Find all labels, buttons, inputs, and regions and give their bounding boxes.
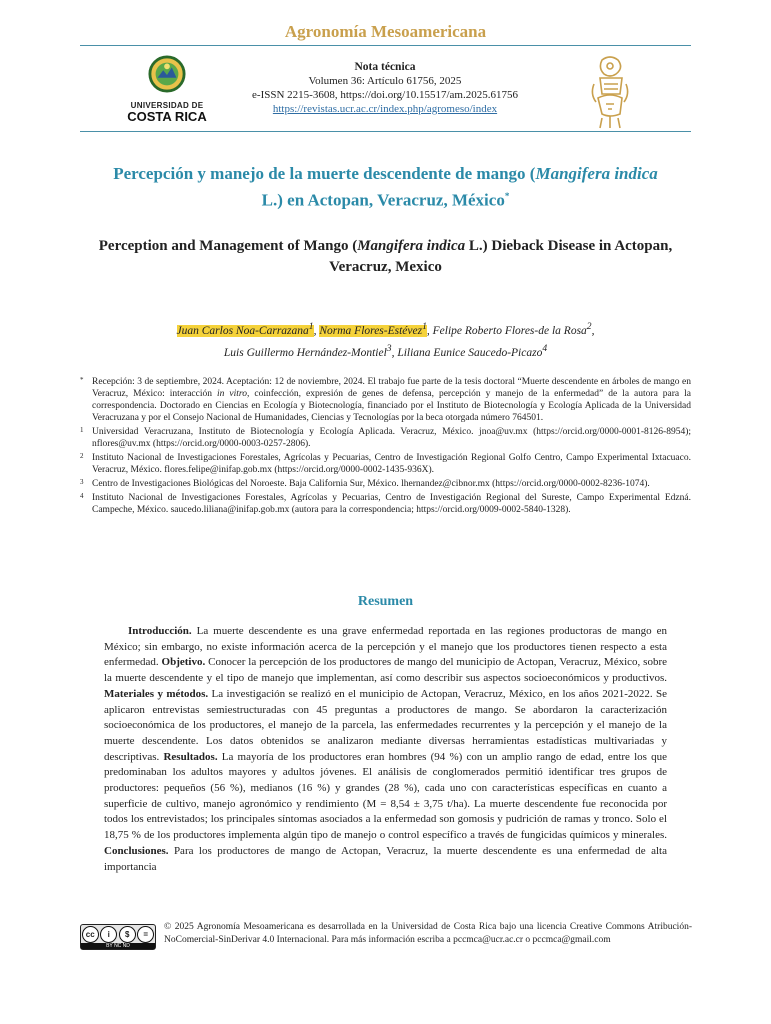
attribution-icon: i xyxy=(100,926,117,943)
footnote-affiliation-2: 2 Instituto Nacional de Investigaciones Forestales, Agrícolas y Pecuarias, Centro de Investigación Regional Golfo Centro, Campo Experimental Ixtacuaco. Veracruz, México. flores.felipe@inifap.gob.mx (https://orcid.org/0000-0002-1435-936X). xyxy=(80,452,691,475)
footnote-reception: * Recepción: 3 de septiembre, 2024. Aceptación: 12 de noviembre, 2024. El trabajo fue parte de la tesis doctoral “Muerte descendente en árboles de mango en Veracruz, México: interacción in vitro, coinfección, expresión de genes de defensa, percepción y manejo de la enfermedad” de la autora para la correspondencia. Doctorado en Ciencias en Ecología y Biotecnología, financiado por el Instituto de Biotecnología y Ecología Aplicada de la Universidad Veracruzana y por el Consejo Nacional de Humanidades, Ciencias y Tecnologías por la beca otorgada número 764501. xyxy=(80,376,691,423)
abstract-conclusions-label: Conclusiones. xyxy=(104,844,169,857)
article-meta xyxy=(210,60,560,116)
author-affiliation-mark: 1 xyxy=(422,321,427,332)
issn-doi: e-ISSN 2215-3608, https://doi.org/10.15517/am.2025.61756 xyxy=(252,89,518,101)
footnotes xyxy=(80,376,691,518)
mesoamerican-glyph-icon xyxy=(588,54,633,130)
title-en-species: Mangifera indica xyxy=(357,238,466,254)
title-es-species: Mangifera indica xyxy=(535,164,658,183)
author-1-highlight xyxy=(176,321,314,337)
footnote-mark: 3 xyxy=(80,478,84,486)
author-affiliation-mark: 3 xyxy=(386,342,392,354)
cc-license-badge[interactable] xyxy=(80,924,156,950)
volume-info: Volumen 36: Artículo 61756, 2025 xyxy=(308,75,462,87)
author-name: Juan Carlos Noa-Carrazana xyxy=(176,324,309,337)
cc-icon: cc xyxy=(82,926,99,943)
footnote-affiliation-3: 3 Centro de Investigaciones Biológicas del Noroeste. Baja California Sur, México. lhernandez@cibnor.mx (https://orcid.org/0000-0002-8236-1074). xyxy=(80,478,650,489)
footnote-mark: 1 xyxy=(80,426,84,434)
abstract-intro-label: Introducción. xyxy=(128,625,192,637)
footnote-mark: 4 xyxy=(80,492,84,500)
article-title-en xyxy=(80,236,691,278)
note-type: Nota técnica xyxy=(354,61,416,73)
author-affiliation-mark: 2 xyxy=(586,321,592,332)
abstract-methods-label: Materiales y métodos. xyxy=(104,687,209,700)
noncommercial-icon: $ xyxy=(119,926,136,943)
author-affiliation-mark: 1 xyxy=(308,321,314,332)
author-name: Felipe Roberto Flores-de la Rosa xyxy=(432,324,587,337)
ucr-logo-line1: UNIVERSIDAD DE xyxy=(130,101,204,110)
title-en-part1: Perception and Management of Mango ( xyxy=(98,238,358,254)
journal-title: Agronomía Mesoamericana xyxy=(284,22,487,41)
journal-url-link[interactable]: https://revistas.ucr.ac.cr/index.php/agromeso/index xyxy=(272,103,498,115)
abstract-results-label: Resultados. xyxy=(163,750,218,763)
license-text: © 2025 Agronomía Mesoamericana es desarrollada en la Universidad de Costa Rica bajo una licencia Creative Commons Atribución-NoComercial-SinDerivar 4.0 Internacional. Para más información escriba a pccmca@ucr.ac.cr o pccmca@gmail.com xyxy=(164,922,692,945)
article-title-es xyxy=(110,163,661,212)
title-en-part2: L.) Dieback Disease in Actopan, Veracruz, Mexico xyxy=(329,238,673,275)
author-name: Luis Guillermo Hernández-Montiel xyxy=(223,346,387,359)
footnote-affiliation-1: 1 Universidad Veracruzana, Instituto de Biotecnología y Ecología Aplicada. Veracruz, México. jnoa@uv.mx (https://orcid.org/0000-0001-8126-8954); nflores@uv.mx (https://orcid.org/0000-0003-0257-2806). xyxy=(80,426,691,449)
ucr-seal-icon xyxy=(148,55,186,93)
header-rule-bottom xyxy=(80,131,691,132)
footnote-mark: * xyxy=(80,376,84,384)
author-list: Juan Carlos Noa-Carrazana$^1$, Norma Flores-Estévez$^1$, Felipe Roberto Flores-de la Rosa$^2$, Luis Guillermo Hernández-Montiel$^3$, Liliana Eunice Saucedo-Picazo$^4$ xyxy=(176,321,595,359)
abstract-heading: Resumen xyxy=(357,594,414,609)
ucr-logo-line2: COSTA RICA xyxy=(127,109,207,124)
footnote-affiliation-4: 4 Instituto Nacional de Investigaciones Forestales, Agrícolas y Pecuarias, Centro de Investigación Regional del Sureste, Campo Experimental Edzná. Campeche, México. saucedo.liliana@inifap.gob.mx (autora para la correspondencia; https://orcid.org/0009-0002-5840-1328). xyxy=(80,492,691,515)
cc-badge-label: BY NC ND xyxy=(81,943,155,949)
ucr-logo xyxy=(126,55,208,124)
author-affiliation-mark: 4 xyxy=(542,342,548,354)
author-2-highlight xyxy=(319,321,427,337)
noderivatives-icon: = xyxy=(137,926,154,943)
title-es-part1: Percepción y manejo de la muerte descendente de mango ( xyxy=(113,164,536,183)
header-rule-top xyxy=(80,45,691,46)
footnote-mark: 2 xyxy=(80,452,84,460)
title-es-part2: L.) en Actopan, Veracruz, México xyxy=(261,190,505,210)
author-name: Liliana Eunice Saucedo-Picazo xyxy=(397,346,543,359)
abstract-body: Introducción. La muerte descendente es una grave enfermedad reportada en las regiones productoras de mango en México; sin embargo, no existe información acerca de la percepción y el manejo que los productores tienen respecto a esta enfermedad. Objetivo. Conocer la percepción de los productores de mango del municipio de Actopan, Veracruz, México, sobre la muerte descendente y el tipo de manejo que implementan, así como describir sus aspectos socioeconómicos y productivos. Materiales y métodos. La investigación se realizó en el municipio de Actopan, Veracruz, México, en los años 2021-2022. Se aplicaron entrevistas semiestructuradas con 45 preguntas a productores de mango. Se abordaron la caracterización socioeconómica de los productores, el manejo de la parcela, las enfermedades recurrentes y la percepción y el manejo de la muerte descendente. Los datos obtenidos se analizaron mediante diversas herramientas estadísticas multivariadas y descriptivas. Resultados. La mayoría de los productores eran hombres (94 %) con un amplio rango de edad, entre los que predominaban los adultos mayores y adultos jóvenes. El análisis de conglomerados permitió identificar tres grupos de productores: pequeños (56 %), medianos (16 %) y grandes (28 %), cada uno con características específicas en cuanto a superficie de cultivo, manejo agronómico y rendimiento (M = 8,54 ± 3,75 t/ha). La muerte descendente fue reconocida por todos los entrevistados; los principales síntomas asociados a la enfermedad son gomosis y pudrición de ramas y tronco. Solo el 18,75 % de los productores implementa algún tipo de manejo o control específico a través de fungicidas químicos y minerales. Conclusiones. Para los productores de mango de Actopan, Veracruz, la muerte descendente es una enfermedad de alta importancia xyxy=(104,625,668,873)
abstract-objective-label: Objetivo. xyxy=(161,656,206,669)
author-name: Norma Flores-Estévez xyxy=(319,324,423,337)
title-es-footnote-mark[interactable]: * xyxy=(504,191,510,201)
